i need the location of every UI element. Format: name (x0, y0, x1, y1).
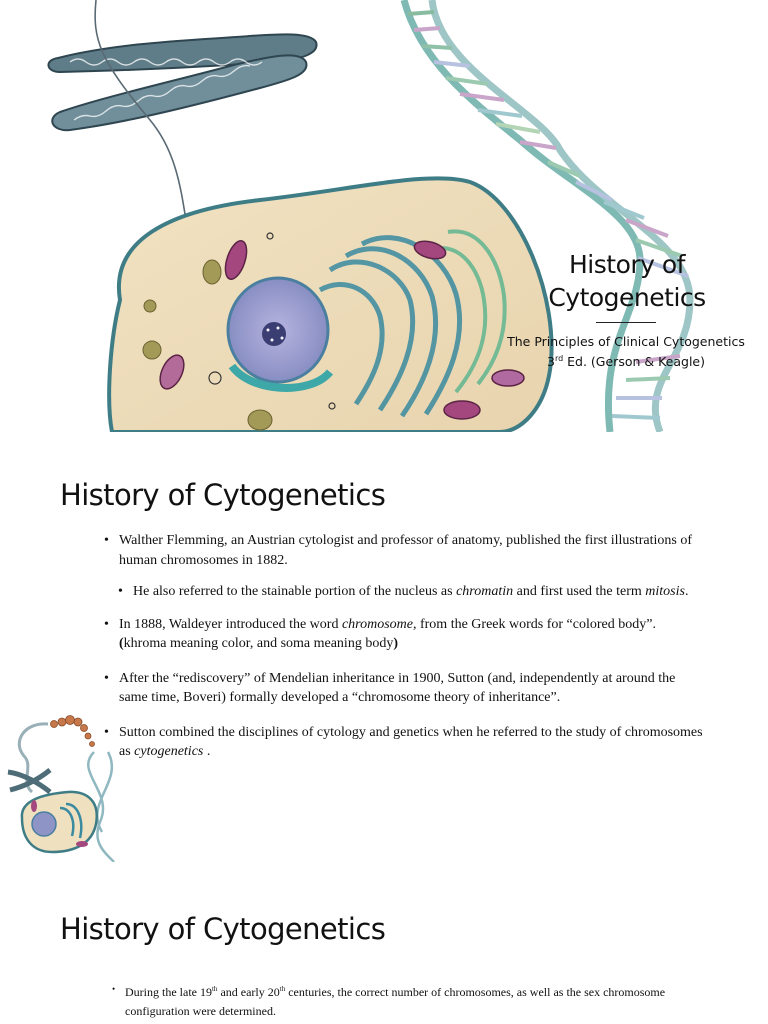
cover-title (520, 248, 734, 314)
ordinal-suffix: th (279, 985, 286, 993)
bullet-list (102, 531, 706, 777)
bullet-chromosome-number (110, 980, 730, 1021)
term-cytogenetics: cytogenetics (134, 744, 204, 759)
bullet-text: and first used the term (513, 584, 646, 599)
bullet-cytogenetics (102, 723, 706, 762)
slide-title: History of Cytogenetics (60, 478, 386, 512)
edition-suffix: rd (554, 354, 564, 363)
bullet-sutton-boveri: • After the “rediscovery” of Mendelian inheritance in 1900, Sutton (and, independently at around the same time, Boveri) formally developed a “chromosome theory of inheritance”. (102, 669, 706, 708)
cover-divider (596, 322, 656, 323)
history-slide-1 (0, 448, 768, 880)
history-slide-2 (0, 896, 768, 1024)
term-chromosome: chromosome (341, 616, 413, 632)
bullet-text: centuries, the correct number of chromosomes, as well as the sex chromosome configuration were determined. (125, 985, 666, 1018)
bullet-text: Sutton combined the disciplines of cytology and genetics when he referred to the study of chromosomes as (119, 724, 703, 759)
cell-body (109, 178, 551, 432)
term-chromatin: chromatin (456, 584, 514, 599)
bullet-list (110, 980, 730, 1021)
bullet-flemming: • Walther Flemming, an Austrian cytologist and professor of anatomy, published the first illustrations of human chromosomes in 1882. (102, 531, 706, 570)
bullet-text: In 1888, Waldeyer introduced the word (119, 616, 342, 632)
slide-title: History of Cytogenetics (60, 912, 386, 946)
cover-title-line-1: History of (569, 250, 685, 279)
cover-subtitle (500, 333, 752, 370)
bullet-text: khroma meaning color, and soma meaning body (123, 636, 394, 651)
ordinal-suffix: th (211, 985, 218, 993)
bullet-text: , from the Greek words for “colored body”. (412, 616, 656, 632)
bullet-text: and early 20 (217, 985, 280, 999)
cover-subtitle-line-1: The Principles of Clinical Cytogenetics (507, 334, 745, 349)
edition-authors: Ed. (Gerson & Keagle) (563, 354, 705, 370)
bullet-text: . (203, 744, 211, 759)
term-mitosis: mitosis (645, 584, 685, 599)
sub-bullet-chromatin (116, 582, 706, 602)
bullet-waldeyer (102, 615, 706, 654)
bullet-text: He also referred to the stainable portion of the nucleus as (133, 584, 457, 599)
slide-gap (0, 432, 768, 448)
paren-close: ) (393, 636, 398, 651)
edition-number: 3 (546, 354, 555, 370)
mini-cell-illustration (4, 712, 126, 862)
bullet-text: During the late 19 (125, 985, 212, 999)
bullet-text: . (684, 584, 689, 599)
slide-gap (0, 880, 768, 896)
cover-slide (0, 0, 768, 432)
cover-title-line-2: Cytogenetics (548, 283, 706, 312)
cover-subtitle-line-2 (500, 350, 752, 370)
paren-open: ( (119, 636, 124, 651)
mini-cell (22, 792, 97, 852)
